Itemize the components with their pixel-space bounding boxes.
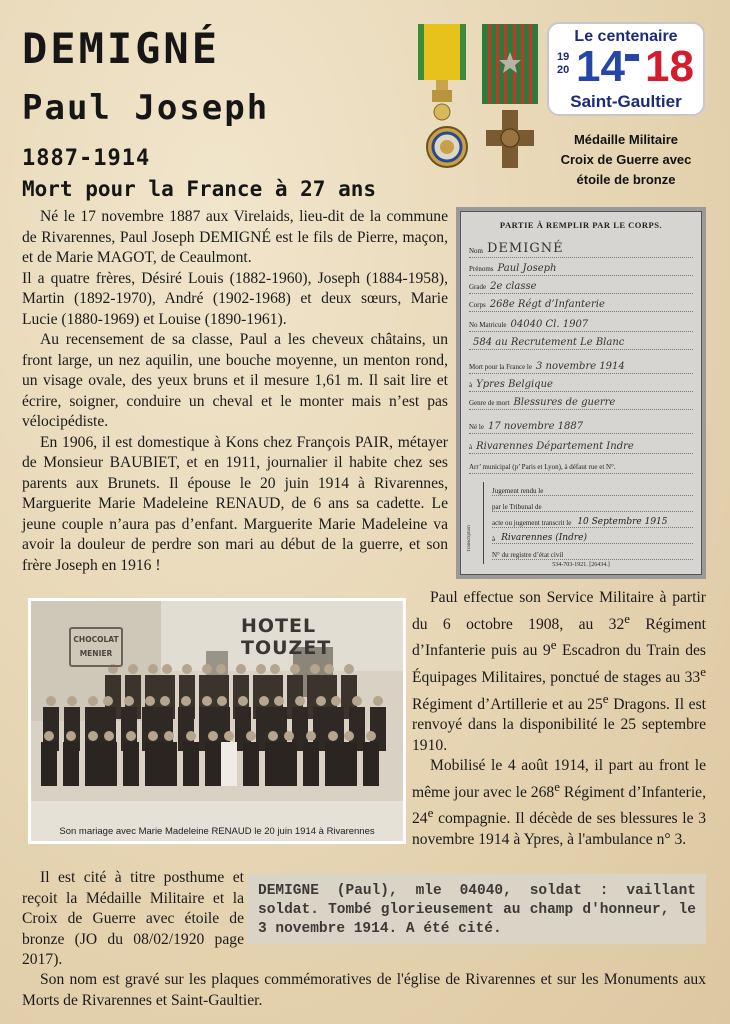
life-years: 1887-1914 — [22, 146, 151, 171]
biography-citation — [22, 868, 244, 971]
medaille-militaire-icon — [418, 24, 467, 167]
record-field-label: Corps — [469, 301, 486, 309]
judgment-field-value: Rivarennes (Indre) — [501, 533, 588, 543]
bio-paragraph: En 1906, il est domestique à Kons chez François PAIR, métayer de Monsieur BAUBIET, et en 1911, journalier il habite chez ses parents aux Brunets. Il épouse le 20 juin 1914 à Rivarennes, Marguerite Marie Madeleine RENAUD, de 6 ans sa cadette. Le jeune couple n’aura pas d’enfant. Marguerite Marie Madeleine va avoir la douleur de perdre son mari au début de la guerre, et son frère Joseph en 1916 ! — [22, 433, 448, 574]
judgment-field — [492, 530, 693, 544]
bio-paragraph: Né le 17 novembre 1887 aux Virelaids, lieu-dit de la commune de Rivarennes, Paul Joseph DEMIGNÉ est le fils de Pierre, maçon, et de Marie MAGOT, de Ceaulmont. — [22, 208, 448, 266]
logo-year-prefix-a: 19 — [557, 51, 570, 63]
judgment-field-label: N° du registre d’état civil — [492, 551, 564, 559]
photo-caption: Son mariage avec Marie Madeleine RENAUD le 20 juin 1914 à Rivarennes — [59, 826, 375, 837]
record-field-value: 584 au Recrutement Le Blanc — [473, 337, 625, 348]
bio-paragraph: Au recensement de sa classe, Paul a les cheveux châtains, un front large, un nez aquilin, une bouche moyenne, un menton rond, un visage ovale, des yeux bruns et il mesure 1,61 m. Il sait lire et écrire, soigner, conduire un cheval et le monter mais n’est pas vélocipédiste. — [22, 331, 448, 430]
bio-paragraph: Mobilisé le 4 août 1914, il part au front le même jour avec le 268e Régiment d’Infanterie, 24e compagnie. Il décède de ses blessures le 3 novembre 1914 à Ypres, à l'ambulance n° 3. — [412, 757, 706, 849]
medal-caption-line: étoile de bronze — [576, 172, 676, 187]
logo-town: Saint-Gaultier — [570, 92, 682, 111]
judgment-field — [492, 498, 693, 512]
record-field-label: Grade — [469, 283, 487, 291]
surname-heading: DEMIGNÉ — [22, 24, 221, 73]
record-field — [469, 260, 693, 276]
record-field-value: 04040 Cl. 1907 — [510, 319, 589, 330]
shop-sign-line: MENIER — [79, 649, 113, 658]
hotel-sign: HOTEL TOUZET — [241, 615, 332, 659]
record-field-value: Paul Joseph — [497, 263, 557, 274]
bio-paragraph: Il est cité à titre posthume et reçoit la Médaille Militaire et la Croix de Guerre avec étoile de bronze (JO du 08/02/1920 page 2017). — [22, 869, 244, 968]
record-field — [469, 418, 693, 434]
record-field-label: No Matricule — [469, 321, 507, 329]
journal-officiel-clipping: DEMIGNE (Paul), mle 04040, soldat : vaillant soldat. Tombé glorieusement au champ d'honneur, le 3 novembre 1914. A été cité. — [248, 874, 706, 944]
record-field — [469, 316, 693, 332]
record-field — [469, 278, 693, 294]
record-field — [469, 242, 693, 258]
record-judgment-box — [483, 482, 693, 564]
record-field — [469, 334, 693, 350]
record-side-note: Transcription — [467, 525, 472, 552]
logo-number-14: 14 — [576, 42, 625, 91]
shop-sign — [69, 627, 123, 667]
judgment-field-label: Jugement rendu le — [492, 487, 544, 495]
record-field-label: Prénoms — [469, 265, 494, 273]
wedding-photo — [28, 598, 406, 844]
record-field-value: DEMIGNÉ — [487, 241, 564, 256]
croix-de-guerre-icon — [482, 24, 538, 168]
bio-paragraph: Il a quatre frères, Désiré Louis (1882-1960), Joseph (1884-1958), Martin (1892-1970), André (1902-1968) et deux sœurs, Marie Lucie (1880-1969) et Louise (1890-1961). — [22, 269, 448, 328]
judgment-field — [492, 546, 693, 560]
record-field — [469, 394, 693, 410]
military-death-record — [456, 207, 706, 579]
record-field — [469, 358, 693, 374]
record-field-label: Né le — [469, 423, 484, 431]
logo-dash — [625, 54, 639, 61]
medals-image — [410, 22, 545, 172]
record-field-value: Blessures de guerre — [513, 397, 616, 408]
logo-number-18: 18 — [645, 42, 694, 91]
judgment-field-label: par le Tribunal de — [492, 503, 542, 511]
logo-title: Le centenaire — [574, 28, 678, 45]
logo-year-prefix-b: 20 — [557, 64, 570, 76]
record-field-value: 3 novembre 1914 — [535, 361, 625, 372]
medal-caption-line: Médaille Militaire — [573, 132, 679, 147]
centenaire-logo — [547, 22, 705, 116]
record-field-value: 2e classe — [490, 281, 537, 292]
record-field — [469, 438, 693, 454]
shop-sign-line: CHOCOLAT — [73, 635, 119, 644]
judgment-field — [492, 514, 693, 528]
judgment-field-label: à — [492, 535, 496, 543]
record-field — [469, 458, 693, 474]
record-field-label: Arr’ municipal (p’ Paris et Lyon), à défaut rue et N°. — [469, 463, 616, 471]
judgment-field-label: acte ou jugement transcrit le — [492, 519, 572, 527]
medal-caption — [545, 130, 707, 190]
record-field-value: Ypres Belgique — [476, 379, 553, 390]
record-field-value: 17 novembre 1887 — [487, 421, 584, 432]
record-field — [469, 296, 693, 312]
biography-intro — [22, 207, 448, 576]
record-field-label: Genre de mort — [469, 399, 510, 407]
biography-memorials — [22, 970, 706, 1011]
record-field-value: 268e Régt d’Infanterie — [489, 299, 605, 310]
medal-caption-line: Croix de Guerre avec — [560, 152, 692, 167]
judgment-field — [492, 482, 693, 496]
record-field-value: Rivarennes Département Indre — [476, 441, 634, 452]
record-field-label: à — [469, 443, 473, 451]
firstnames-heading: Paul Joseph — [22, 88, 270, 128]
bio-paragraph: Paul effectue son Service Militaire à partir du 6 octobre 1908, au 32e Régiment d’Infanterie puis au 9e Escadron du Train des Équipages Militaires, ponctué de stages au 33e Régiment d’Artillerie et au 25e Dragons. Il est renvoyé dans la disponibilité le 25 septembre 1910. — [412, 589, 707, 754]
record-title: PARTIE À REMPLIR PAR LE CORPS. — [499, 220, 663, 230]
judgment-field-value: 10 Septembre 1915 — [577, 517, 668, 527]
death-subtitle: Mort pour la France à 27 ans — [22, 177, 377, 201]
bio-paragraph: Son nom est gravé sur les plaques commémoratives de l'église de Rivarennes et sur les Monuments aux Morts de Rivarennes et Saint-Gaultier. — [22, 971, 706, 1009]
record-printer-ref: 534-703-1921. [26434.] — [552, 562, 610, 568]
record-field-label: Mort pour la France le — [469, 363, 532, 371]
record-field-label: à — [469, 381, 473, 389]
record-field-label: Nom — [469, 247, 483, 255]
biography-military — [412, 588, 706, 851]
record-field — [469, 376, 693, 392]
